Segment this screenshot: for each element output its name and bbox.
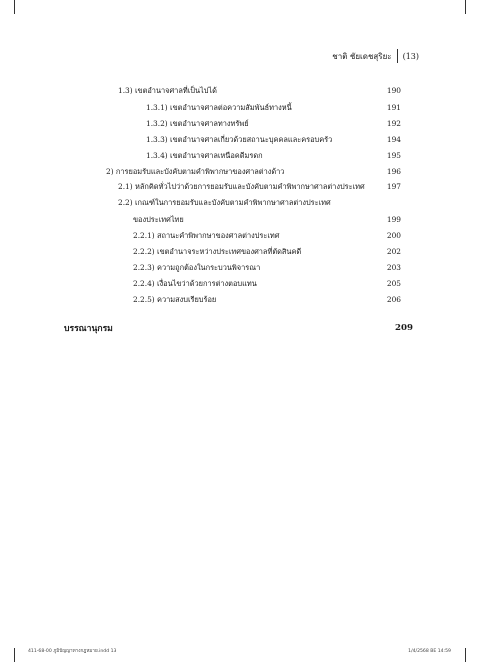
toc-entry (118, 84, 401, 98)
crop-mark (465, 648, 466, 662)
bibliography-entry (64, 321, 413, 335)
toc-entry-page: 202 (386, 247, 401, 256)
crop-mark (14, 648, 15, 662)
toc-entry (133, 229, 401, 243)
toc-entry-page: 190 (386, 86, 401, 95)
toc-entry-page: 199 (386, 215, 401, 224)
toc-entry-page: 194 (386, 135, 401, 144)
toc-entry-page: 203 (386, 263, 401, 272)
toc-entry (133, 277, 401, 291)
toc-entry-label: 2.1) หลักคิดทั่วไปว่าด้วยการยอมรับและบังคับตามคำพิพากษาศาลต่างประเทศ (118, 182, 365, 191)
toc-entry (118, 180, 401, 194)
page-number: (13) (402, 51, 419, 61)
toc-entry-page: 196 (386, 167, 401, 176)
running-header (332, 48, 419, 64)
bibliography-label: บรรณานุกรม (64, 324, 113, 334)
toc-entry (133, 213, 401, 227)
header-author: ชาติ ชัยเดชสุริยะ (332, 51, 392, 61)
toc-entry-page: 195 (386, 151, 401, 160)
toc-entry-label: 2.2.4) เงื่อนไขว่าด้วยการต่างตอบแทน (133, 279, 257, 288)
toc-entry-label: 1.3) เขตอำนาจศาลที่เป็นไปได้ (118, 86, 217, 95)
toc-entry-page: 192 (386, 119, 401, 128)
print-slug (28, 646, 451, 656)
toc-entry (106, 165, 401, 179)
toc-entry-page: 206 (386, 295, 401, 304)
toc-entry (118, 196, 401, 210)
toc-entry-label: 1.3.2) เขตอำนาจศาลทางทรัพย์ (146, 119, 249, 128)
toc-entry-page: 191 (386, 103, 401, 112)
toc-entry-page: 200 (386, 231, 401, 240)
crop-mark (14, 0, 15, 14)
toc-entry (146, 133, 401, 147)
toc-entry (146, 101, 401, 115)
toc-entry-label: 2.2.2) เขตอำนาจระหว่างประเทศของศาลที่ตัดสินคดี (133, 247, 302, 256)
toc-entry (133, 261, 401, 275)
toc-entry-label: 1.3.1) เขตอำนาจศาลต่อความสัมพันธ์ทางหนี้ (146, 103, 292, 112)
toc-entry-label: 1.3.3) เขตอำนาจศาลเกี่ยวด้วยสถานะบุคคลและครอบครัว (146, 135, 333, 144)
toc-entry-page: 197 (386, 182, 401, 191)
toc-entry-label: 2.2.5) ความสงบเรียบร้อย (133, 295, 217, 304)
header-divider (397, 49, 398, 63)
toc-entry (133, 245, 401, 259)
toc-entry-page: 205 (386, 279, 401, 288)
toc-entry-label: 2.2) เกณฑ์ในการยอมรับและบังคับตามคำพิพากษาศาลต่างประเทศ (118, 198, 331, 207)
toc-entry (146, 149, 401, 163)
crop-mark (465, 0, 466, 14)
toc-entry-label: 2.2.1) สถานะคำพิพากษาของศาลต่างประเทศ (133, 231, 280, 240)
toc-entry (133, 293, 401, 307)
print-slug-file: 411-68-00 ภูมิปัญญาทางกฎหมาย.indd 13 (28, 648, 117, 654)
toc-entry-label: 2) การยอมรับและบังคับตามคำพิพากษาของศาลต่างด้าว (106, 167, 285, 176)
toc-entry-label: ของประเทศไทย (133, 215, 184, 224)
toc-entry (146, 117, 401, 131)
print-slug-date: 1/4/2568 BE 14:59 (408, 648, 451, 654)
toc-entry-label: 1.3.4) เขตอำนาจศาลเหนือคดีมรดก (146, 151, 263, 160)
toc-entry-label: 2.2.3) ความถูกต้องในกระบวนพิจารณา (133, 263, 261, 272)
bibliography-page: 209 (395, 323, 413, 333)
